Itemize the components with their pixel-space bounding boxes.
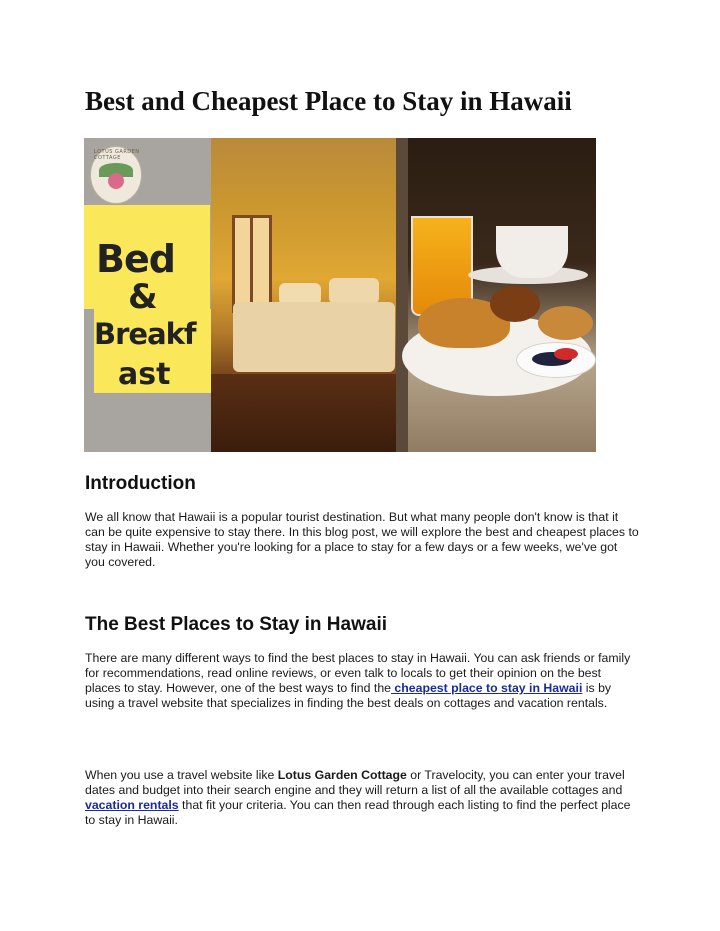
bedroom-window: [232, 215, 272, 313]
page-title: Best and Cheapest Place to Stay in Hawaii: [85, 86, 572, 116]
breakfast-photo: [408, 138, 596, 452]
intro-paragraph: We all know that Hawaii is a popular tourist destination. But what many people don't know is that it can be quite expensive to stay there. In this blog post, we will explore the best and cheapest places to stay in Hawaii. Whether you're looking for a place to stay for a few days or a few weeks, we've got you covered.: [85, 510, 639, 569]
intro-heading: Introduction: [85, 473, 196, 494]
best-places-paragraph-1: [85, 651, 640, 711]
bed: [233, 302, 395, 372]
vacation-rentals-link[interactable]: vacation rentals: [85, 798, 179, 812]
paragraph-text: that fit your criteria. You can then read through each listing to find the perfect place to stay in Hawaii.: [85, 798, 631, 827]
badge-line-ast: ast: [118, 357, 171, 392]
cheapest-place-link[interactable]: cheapest place to stay in Hawaii: [391, 681, 583, 695]
paragraph-text: is by using a travel website that specializes in finding the best deals on cottages and vacation rentals.: [85, 681, 612, 710]
paragraph-text: There are many different ways to find the best places to stay in Hawaii. You can ask friends or family for recommendations, read online reviews, or even talk to locals to get their opinion on the best places to stay. However, one of the best ways to find the: [85, 651, 631, 695]
paragraph-text: or Travelocity, you can enter your travel dates and budget into their search engine and they will return a list of all the available cottages and: [85, 768, 625, 797]
coffee-cup: [496, 226, 568, 278]
bed-and-breakfast-badge: [84, 205, 211, 400]
photo-divider: [396, 138, 408, 452]
chocolate-pastry: [490, 286, 540, 322]
best-places-heading: The Best Places to Stay in Hawaii: [85, 614, 387, 635]
lotus-garden-logo: [90, 146, 142, 204]
bedroom-photo: [211, 138, 396, 452]
badge-line-breakf: Breakf: [94, 317, 196, 351]
logo-text: LOTUS GARDEN COTTAGE: [94, 149, 140, 161]
bed-pillow: [329, 278, 379, 304]
badge-line-bed: Bed: [96, 237, 175, 281]
hero-left-panel: [84, 138, 211, 452]
badge-line-amp: &: [128, 277, 158, 317]
wood-floor: [211, 374, 396, 452]
strawberry-jam: [554, 348, 578, 360]
best-places-paragraph-2: [85, 768, 640, 828]
lotus-garden-cottage-name: Lotus Garden Cottage: [277, 768, 407, 782]
paragraph-text: When you use a travel website like: [85, 768, 278, 782]
logo-lotus-icon: [108, 173, 124, 189]
hero-image: [84, 138, 596, 452]
danish-pastry: [538, 306, 593, 340]
